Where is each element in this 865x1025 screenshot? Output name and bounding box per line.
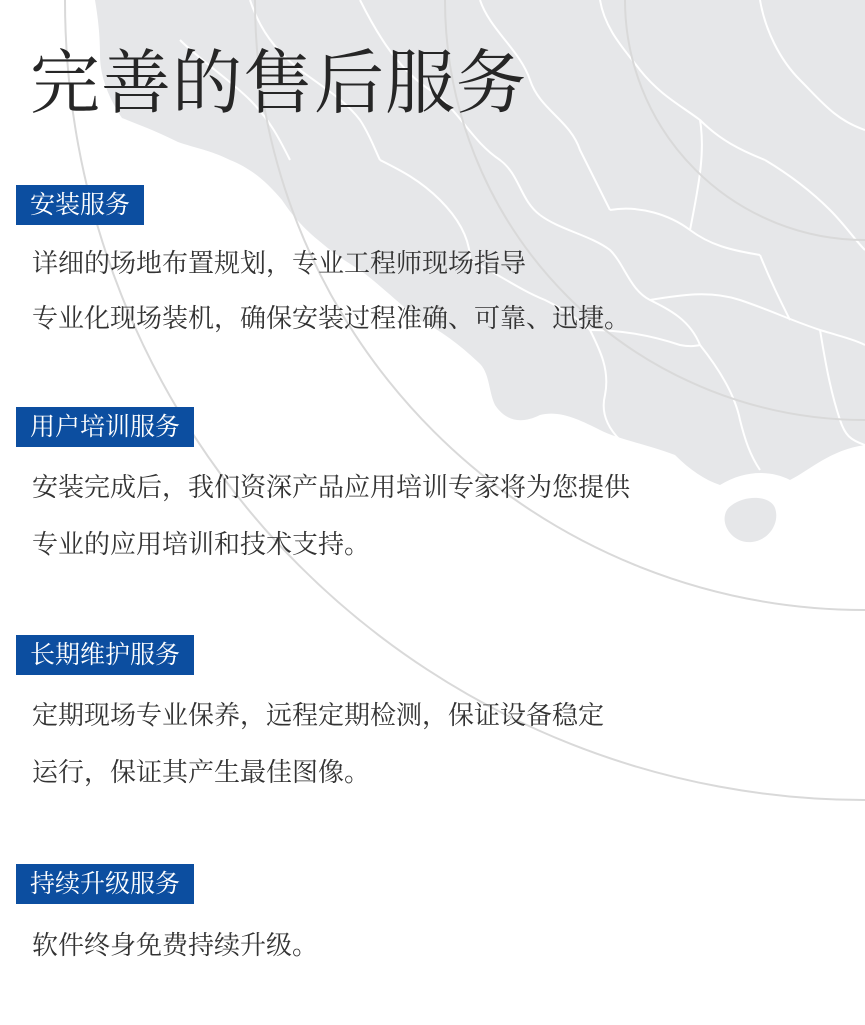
section-label: 用户培训服务 <box>16 407 194 447</box>
section-text-line: 软件终身免费持续升级。 <box>32 931 319 961</box>
section-text-line: 专业化现场装机，确保安装过程准确、可靠、迅捷。 <box>32 304 631 334</box>
section-text-line: 详细的场地布置规划，专业工程师现场指导 <box>32 249 527 279</box>
page-title: 完善的售后服务 <box>30 42 527 124</box>
section-text-line: 安装完成后，我们资深产品应用培训专家将为您提供 <box>32 473 631 503</box>
section-label: 长期维护服务 <box>16 635 194 675</box>
section-label: 安装服务 <box>16 185 144 225</box>
section-label: 持续升级服务 <box>16 864 194 904</box>
section-text-line: 专业的应用培训和技术支持。 <box>32 530 371 560</box>
section-text-line: 定期现场专业保养，远程定期检测，保证设备稳定 <box>32 701 605 731</box>
section-text-line: 运行，保证其产生最佳图像。 <box>32 758 371 788</box>
